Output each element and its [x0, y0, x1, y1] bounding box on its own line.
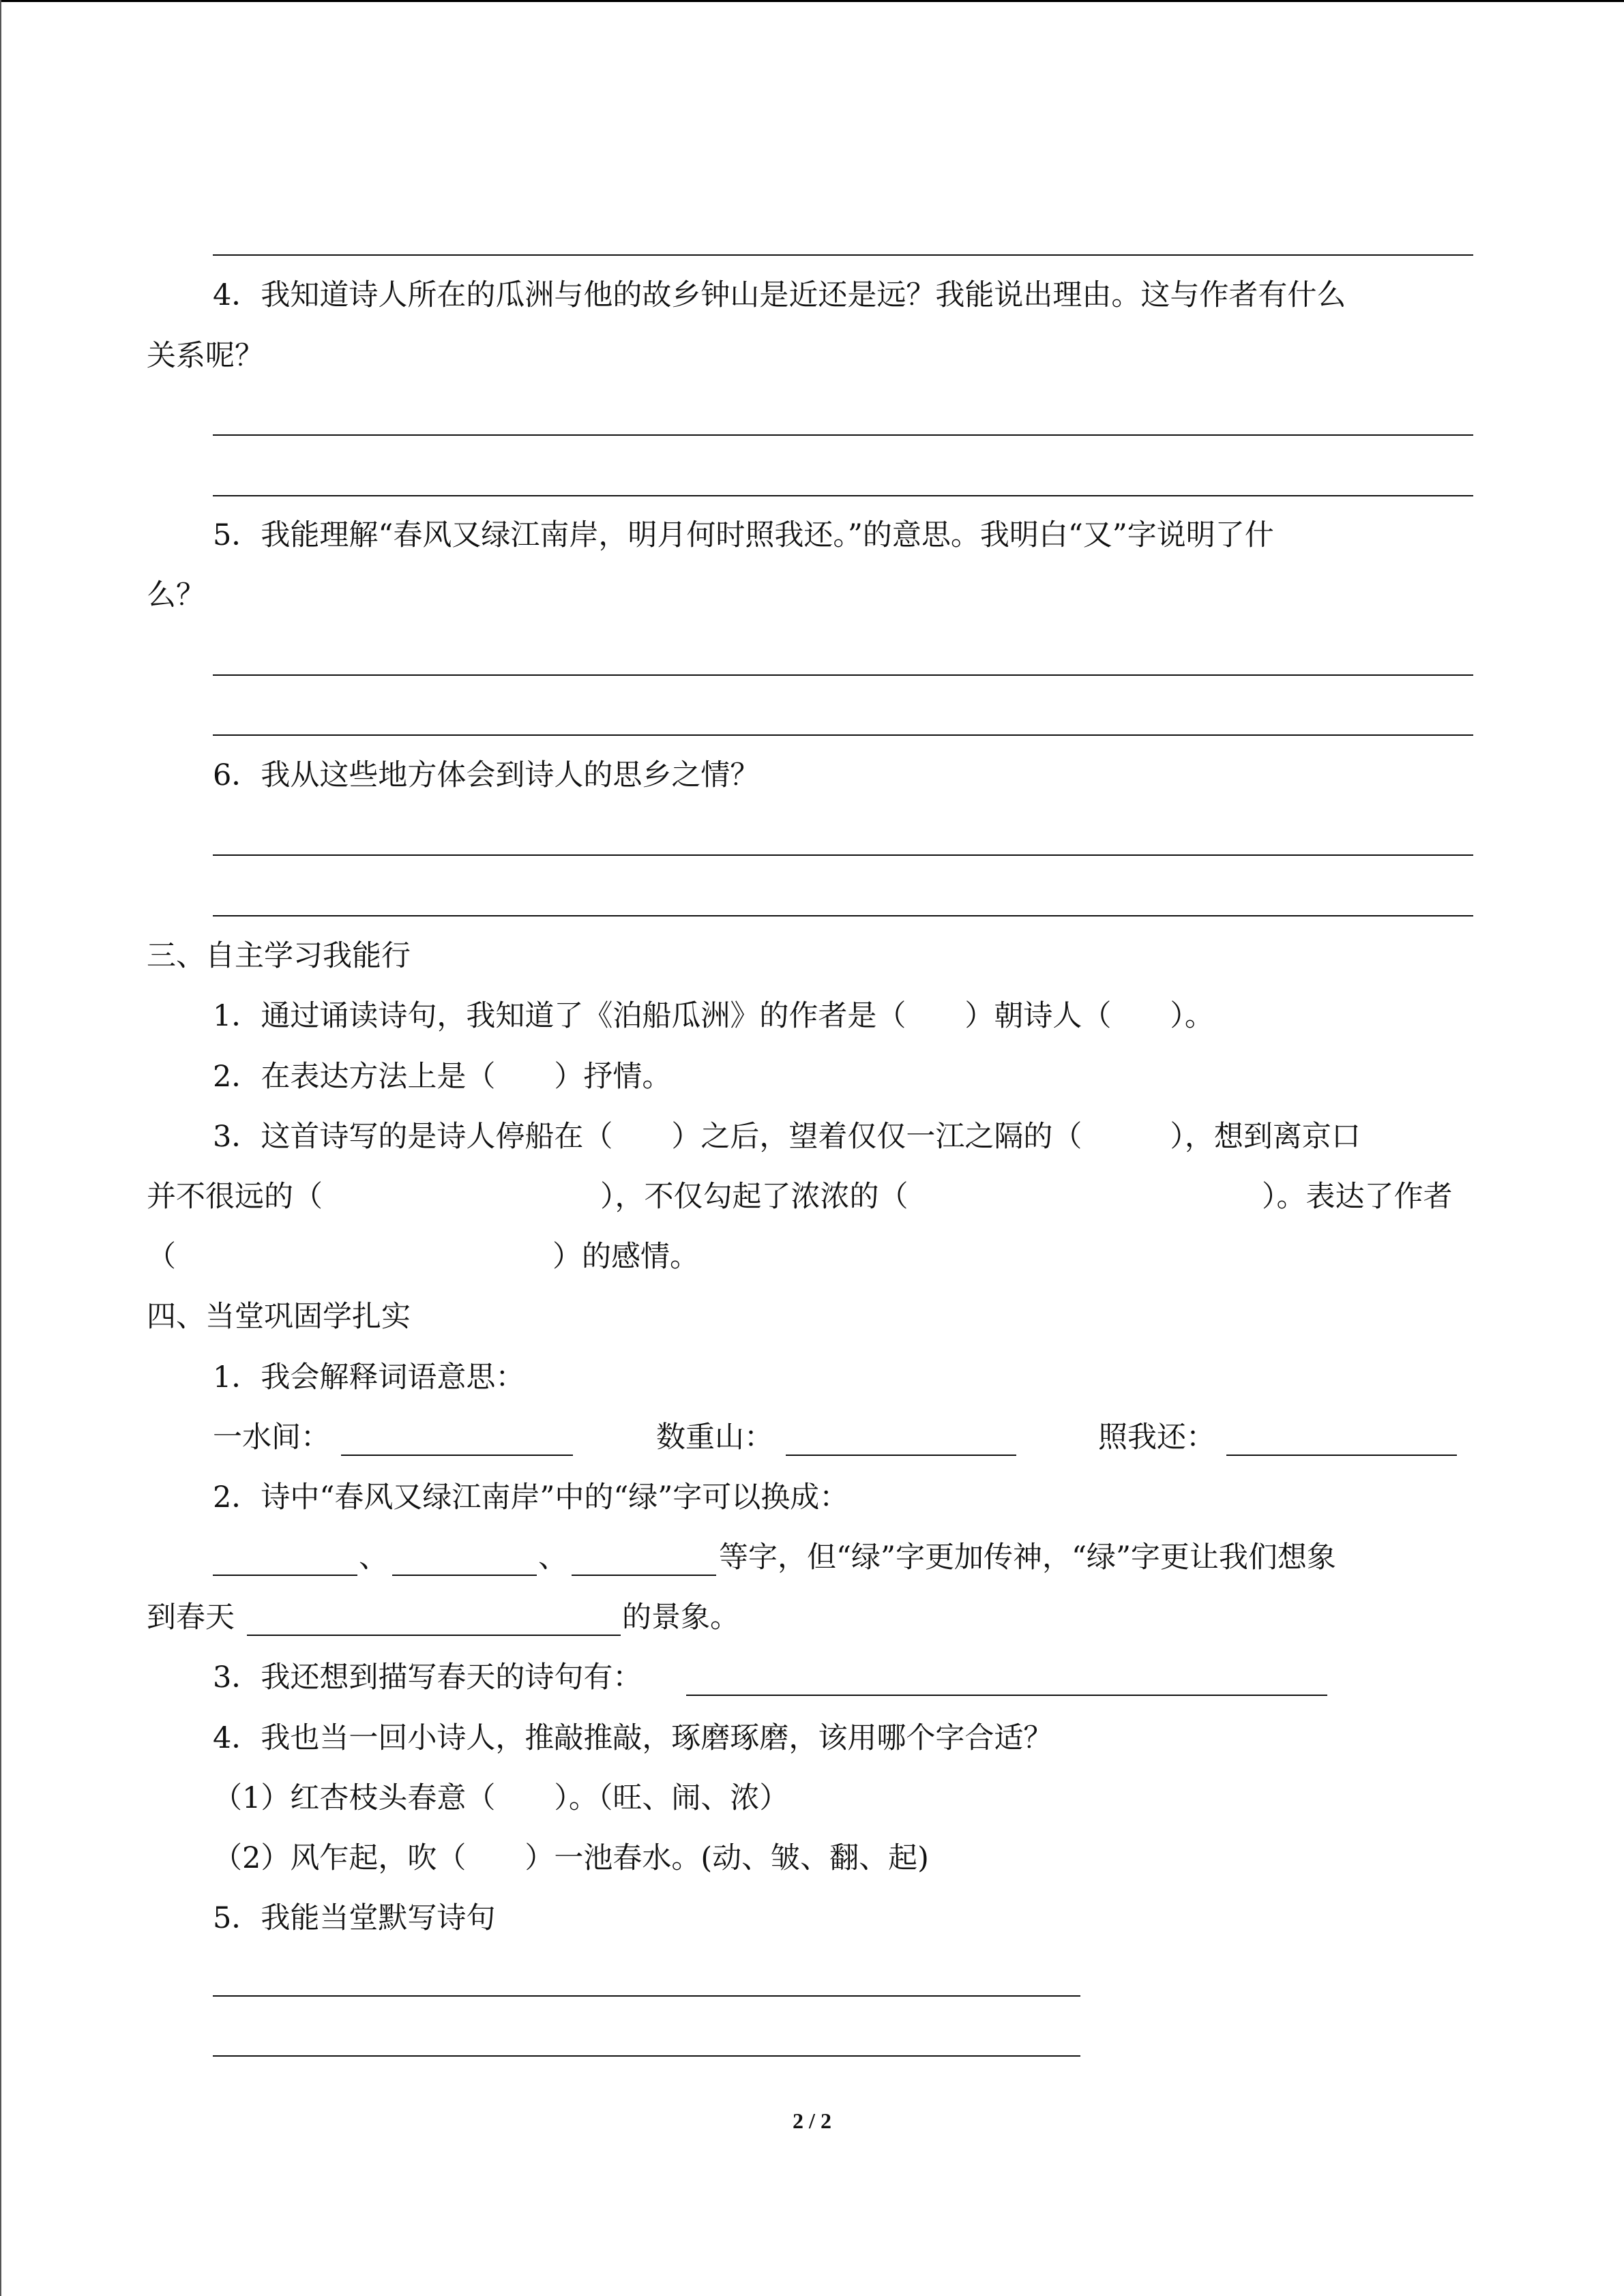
section-3-item-1: 1．通过诵读诗句，我知道了《泊船瓜洲》的作者是（ ）朝诗人（ ）。 [213, 999, 1214, 1033]
question-4-line-1: 4．我知道诗人所在的瓜洲与他的故乡钟山是近还是远？我能说出理由。这与作者有什么 [213, 278, 1346, 312]
answer-line[interactable] [213, 734, 1473, 736]
section-3-item-3-line-1: 3．这首诗写的是诗人停船在（ ）之后，望着仅仅一江之隔的（ ），想到离京口 [213, 1120, 1361, 1154]
section-3-item-3-line-2a: 并不很远的（ [147, 1180, 323, 1214]
section-3-heading: 三、自主学习我能行 [147, 939, 411, 973]
blank-spring-verse[interactable] [686, 1695, 1327, 1696]
answer-line[interactable] [213, 915, 1473, 916]
question-5-line-2: 么？ [147, 578, 205, 612]
section-4-item-2-line-1: 2．诗中“春风又绿江南岸”中的“绿”字可以换成： [213, 1480, 849, 1515]
page-number: 2 / 2 [793, 2108, 831, 2133]
section-4-heading: 四、当堂巩固学扎实 [147, 1300, 411, 1334]
section-3-item-3-line-3b: ）的感情。 [552, 1240, 699, 1274]
answer-line[interactable] [213, 854, 1473, 856]
page-left-border [0, 0, 1, 2296]
term-label-1: 一水间： [213, 1420, 330, 1455]
answer-line[interactable] [213, 2055, 1080, 2057]
section-4-item-3: 3．我还想到描写春天的诗句有： [213, 1660, 643, 1695]
blank-term-1[interactable] [341, 1455, 573, 1456]
section-4-item-2-line-2: 等字，但“绿”字更加传神，“绿”字更让我们想象 [719, 1540, 1336, 1575]
section-4-item-4: 4．我也当一回小诗人，推敲推敲，琢磨琢磨，该用哪个字合适？ [213, 1721, 1053, 1755]
section-4-item-2-line-3a: 到春天 [147, 1600, 235, 1635]
separator-1: 、 [359, 1540, 388, 1575]
section-4-item-2-line-3b: 的景象。 [622, 1600, 739, 1635]
question-4-line-2: 关系呢？ [147, 339, 264, 373]
blank-spring-scene[interactable] [247, 1635, 621, 1636]
blank-word-3[interactable] [572, 1575, 716, 1576]
blank-term-3[interactable] [1226, 1455, 1457, 1456]
separator-2: 、 [538, 1540, 567, 1575]
answer-line[interactable] [213, 674, 1473, 676]
term-label-3: 照我还： [1098, 1420, 1215, 1455]
answer-line[interactable] [213, 434, 1473, 436]
section-3-item-3-line-2c: ）。表达了作者 [1262, 1180, 1453, 1214]
section-4-item-5: 5．我能当堂默写诗句 [213, 1901, 496, 1935]
section-3-item-3-line-3a: （ [147, 1240, 176, 1274]
blank-word-2[interactable] [392, 1575, 537, 1576]
blank-term-2[interactable] [786, 1455, 1016, 1456]
term-label-2: 数重山： [656, 1420, 773, 1455]
section-4-item-4-sub-1: （1）红杏枝头春意（ ）。（旺、闹、浓） [213, 1781, 789, 1815]
answer-line[interactable] [213, 254, 1473, 256]
section-4-item-4-sub-2: （2）风乍起，吹（ ）一池春水。(动、皱、翻、起) [213, 1841, 929, 1875]
blank-word-1[interactable] [213, 1575, 357, 1576]
question-5-line-1: 5．我能理解“春风又绿江南岸，明月何时照我还。”的意思。我明白“又”字说明了什 [213, 518, 1274, 552]
answer-line[interactable] [213, 495, 1473, 496]
question-6-line-1: 6．我从这些地方体会到诗人的思乡之情？ [213, 758, 760, 792]
section-3-item-3-line-2b: ），不仅勾起了浓浓的（ [600, 1180, 909, 1214]
page-top-border [0, 0, 1624, 2]
section-4-item-1: 1．我会解释词语意思： [213, 1360, 525, 1395]
section-3-item-2: 2．在表达方法上是（ ）抒情。 [213, 1060, 672, 1094]
answer-line[interactable] [213, 1995, 1080, 1997]
